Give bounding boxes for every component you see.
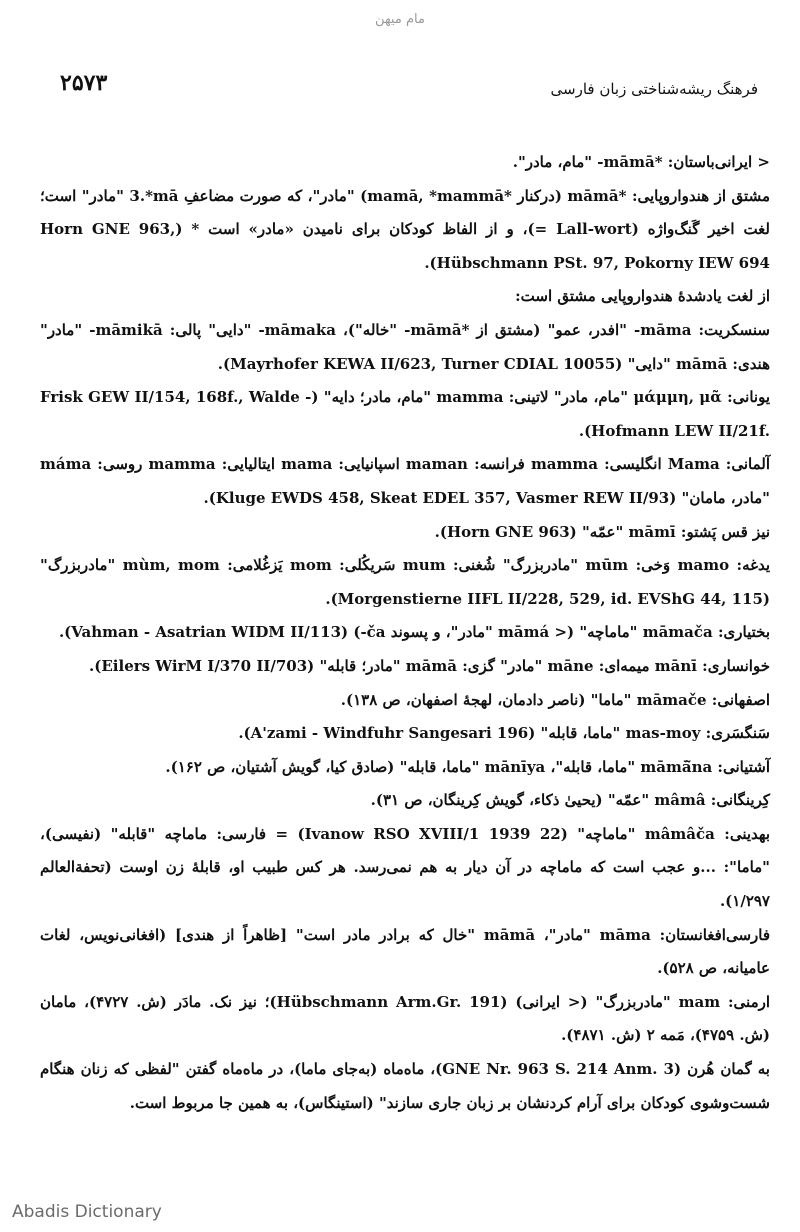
horn-note: به گمان هُرن (‎GNE Nr. 963 S. 214 Anm. 3‎)، ماه‌ماه (به‌جای ماما)، در ماه‌ماه گفتن "لفظی که زنان هنگام شست‌وشوی کودکان برای آرام کردنشان بر زبان جاری سازند" (استینگاس)، به همین جا مربوط است. bbox=[40, 1060, 770, 1112]
bakhtiari-entry: بختیاری: ‎māmača‎ "ماماچه" (< ‎māmá‎ "مادر"، و پسوند ‎-ča‎) (‎Vahman - Asatrian WIDM II/113‎). bbox=[58, 623, 770, 642]
sanskrit-entry: سنسکریت: ‎-māma‎ "افدر، عمو" (مشتق از ‎-māmā*‎ "خاله")، ‎-māmaka‎ "دایی" پالی: ‎-māmikā‎ "مادر" هندی: ‎māmā‎ "دایی" (‎Mayrhofer KEWA II/623, Turner CDIAL 10055‎). bbox=[40, 320, 770, 373]
isfahani-entry: اصفهانی: ‎māmače‎ "ماما" (ناصر دادمان، لهجهٔ اصفهان، ص ۱۳۸). bbox=[340, 690, 770, 709]
pashto-entry: نیز قس پَشتو: ‎māmī‎ "عمّه" (‎Horn GNE 963‎). bbox=[434, 522, 770, 541]
site-watermark: Abadis Dictionary bbox=[12, 1202, 162, 1222]
behdini-entry: بهدینی: ‎mâmâča‎ "ماماچه" (‎Ivanow RSO XVIII/1 1939 22‎) = فارسی: ماماچه "قابله" (نفیسی)، "ماما": ...و عجب است که ماماچه در آن دیار به هم نمی‌رسد. هر کس طبیب او، قابلهٔ زن اوست (تحفة‌العالم ۱/۲۹۷). bbox=[40, 824, 770, 911]
page-number: ۲۵۷۳ bbox=[60, 70, 108, 96]
afghan-persian-entry: فارسی‌افغانستان: ‎māma‎ "مادر"، ‎māmā‎ "خال که برادر مادر است" [ظاهراً از هندی] (افغانی‌نویس، لغات عامیانه، ص ۵۲۸). bbox=[40, 925, 770, 978]
armenian-entry: ارمنی: ‎mam‎ "مادربزرگ" (< ایرانی) (‎Hübschmann Arm.Gr. 191‎)؛ نیز نک. مادَر (ش. ۴۷۲۷)، مامان (ش. ۴۷۵۹)، مَمه ۲ (ش. ۴۸۷۱). bbox=[40, 992, 771, 1045]
derivatives-intro: از لغت یادشدهٔ هندواروپایی مشتق است: bbox=[515, 287, 770, 306]
khansari-entry: خوانساری: ‎mānī‎ میمه‌ای: ‎māne‎ "مادر" گزی: ‎māmā‎ "مادر؛ قابله" (‎Eilers WirM I/370 II/703‎). bbox=[89, 656, 770, 675]
etymology-line: < ایرانی‌باستان: ‎-māmā*‎ "مام، مادر". bbox=[512, 153, 770, 171]
sangesari-entry: سَنگسَری: ‎mas-moy‎ "ماما، قابله" (‎A'zami - Windfuhr Sangesari 196‎). bbox=[238, 724, 770, 743]
yidgha-entry: یدغه: ‎mamo‎ وَخی: ‎mūm‎ "مادربزرگ" شُغنی: ‎mum‎ سَریکُلی: ‎mom‎ یَزغُلامی: ‎mùm, mom‎ "مادربزرگ" (‎Morgenstierne IIFL II/228, 529, id. EVShG 44, 115‎). bbox=[40, 556, 770, 608]
german-entry: آلمانی: ‎Mama‎ انگلیسی: ‎mamma‎ فرانسه: ‎maman‎ اسپانیایی: ‎mama‎ ایتالیایی: ‎mamma‎ روسی: ‎máma‎ "مادر، مامان" (‎Kluge EWDS 458, Skeat EDEL 357, Vasmer REW II/93‎). bbox=[40, 455, 770, 507]
ashtiani-entry: آشتیانی: ‎māmā̃na‎ "ماما، قابله"، ‎mānīya‎ "ماما، قابله" (صادق کیا، گویش آشتیان، ص ۱۶۲). bbox=[165, 757, 770, 776]
entry-body bbox=[40, 146, 770, 1120]
running-title: فرهنگ ریشه‌شناختی زبان فارسی bbox=[550, 80, 758, 98]
etymology-paragraph: مشتق از هندواروپایی: ‎māmā*‎ (درکنار ‎mamā, *mammā*‎) "مادر"، که صورت مضاعفِ ‎3.*mā‎ "مادر" است؛ لغت اخیر گَنگ‌واژه (‎= Lall-wort‎)، و از الفاظ کودکان برای نامیدن «مادر» است * (‎Horn GNE 963, Hübschmann PSt. 97, Pokorny IEW 694‎). bbox=[40, 186, 770, 272]
source-watermark: مام میهن bbox=[375, 12, 425, 27]
greek-entry: یونانی: ‎μάμμη, μᾶ‎ "مام، مادر" لاتینی: ‎mamma‎ "مام، مادر؛ دایه" (‎Frisk GEW II/154, 168f., Walde - Hofmann LEW II/21f.‎). bbox=[40, 388, 770, 440]
keringani-entry: کِرینگانی: ‎mâmâ‎ "عمّه" (یحییٰ ذکاء، گویش کِرینگان، ص ۳۱). bbox=[370, 791, 770, 810]
